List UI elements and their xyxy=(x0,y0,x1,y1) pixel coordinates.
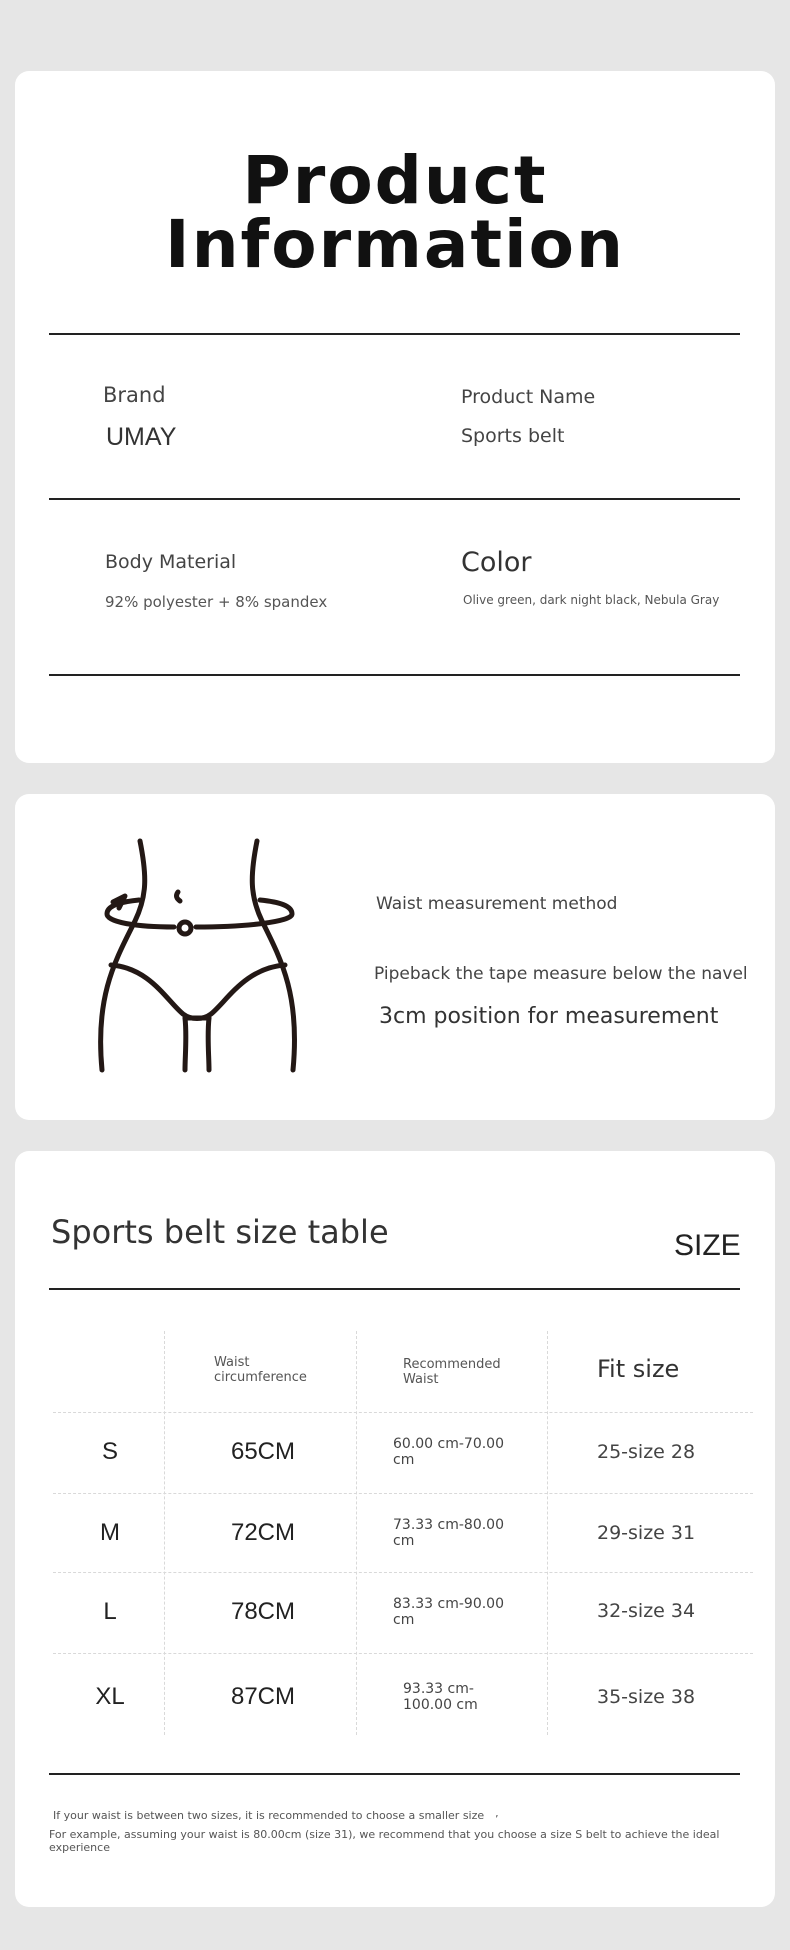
header-fit-size: Fit size xyxy=(597,1355,680,1383)
cell-waist: 87CM xyxy=(230,1683,296,1710)
size-note-2: For example, assuming your waist is 80.00cm (size 31), we recommend that you choose a size S belt to achieve the ideal experience xyxy=(49,1828,720,1854)
cell-fit-size: 35-size 38 xyxy=(597,1686,696,1708)
product-name-label: Product Name xyxy=(461,386,596,408)
grid-line xyxy=(53,1412,753,1413)
cell-size: S xyxy=(101,1438,118,1465)
grid-line xyxy=(53,1493,753,1494)
material-value: 92% polyester + 8% spandex xyxy=(105,593,328,611)
measure-line-3: 3cm position for measurement xyxy=(379,1004,719,1029)
divider xyxy=(49,333,740,335)
divider xyxy=(49,1288,740,1290)
color-value: Olive green, dark night black, Nebula Gray xyxy=(463,593,720,607)
cell-recommended: 93.33 cm-100.00 cm xyxy=(403,1681,478,1713)
cell-fit-size: 29-size 31 xyxy=(597,1522,696,1544)
cell-size: L xyxy=(103,1598,117,1625)
cell-fit-size: 25-size 28 xyxy=(597,1441,696,1463)
title-line-1: Product xyxy=(242,142,548,219)
cell-size: M xyxy=(100,1519,120,1546)
product-name-value: Sports belt xyxy=(461,425,565,447)
grid-line xyxy=(53,1572,753,1573)
cell-fit-size: 32-size 34 xyxy=(597,1600,696,1622)
grid-line xyxy=(53,1653,753,1654)
cell-waist: 72CM xyxy=(230,1519,296,1546)
size-label: SIZE xyxy=(674,1229,741,1262)
cell-recommended: 73.33 cm-80.00 cm xyxy=(393,1517,504,1549)
size-table-title: Sports belt size table xyxy=(51,1213,389,1251)
waist-figure-icon xyxy=(95,836,315,1076)
cell-size: XL xyxy=(95,1683,125,1710)
size-note-1: If your waist is between two sizes, it is recommended to choose a smaller size xyxy=(53,1809,485,1822)
page-title xyxy=(15,142,775,283)
cell-waist: 65CM xyxy=(230,1438,296,1465)
header-waist: Waist circumference xyxy=(214,1355,307,1385)
size-note-mark: ʼ xyxy=(495,1813,499,1826)
divider xyxy=(49,674,740,676)
divider xyxy=(49,1773,740,1775)
brand-value: UMAY xyxy=(106,423,177,451)
header-recommended: Recommended Waist xyxy=(403,1357,501,1387)
size-table-card xyxy=(15,1151,775,1907)
divider xyxy=(49,498,740,500)
grid-line xyxy=(547,1331,548,1735)
brand-label: Brand xyxy=(103,383,166,407)
cell-recommended: 60.00 cm-70.00 cm xyxy=(393,1436,504,1468)
color-label: Color xyxy=(461,547,532,578)
measurement-card xyxy=(15,794,775,1120)
cell-waist: 78CM xyxy=(230,1598,296,1625)
measure-line-2: Pipeback the tape measure below the navel xyxy=(374,964,748,984)
title-line-2: Information xyxy=(165,206,625,283)
measure-line-1: Waist measurement method xyxy=(376,894,618,914)
material-label: Body Material xyxy=(105,551,237,573)
cell-recommended: 83.33 cm-90.00 cm xyxy=(393,1596,504,1628)
product-info-card xyxy=(15,71,775,763)
